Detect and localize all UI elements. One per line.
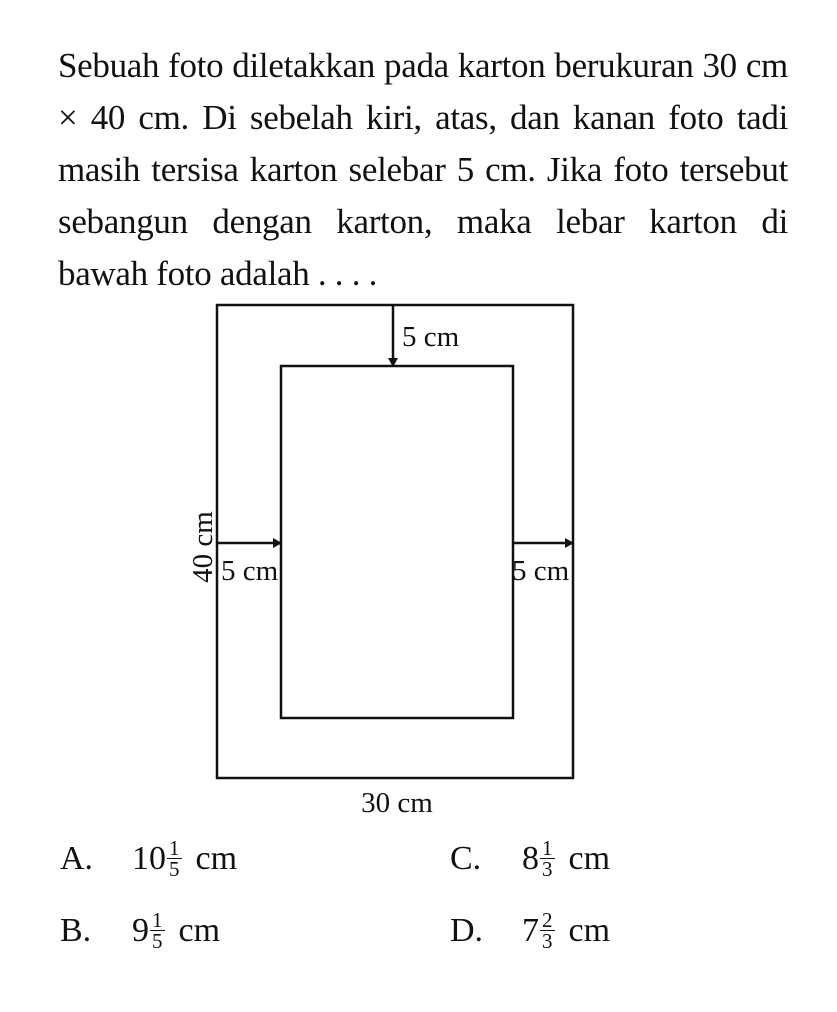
option-a-numerator: 1 xyxy=(169,836,180,860)
option-b-value xyxy=(132,910,220,951)
option-c-value xyxy=(522,838,610,879)
right-margin-label: 5 cm xyxy=(512,555,570,587)
option-a-denominator: 5 xyxy=(169,857,180,881)
option-d-denominator: 3 xyxy=(542,929,553,953)
option-d-numerator: 2 xyxy=(542,908,553,932)
top-margin-label: 5 cm xyxy=(402,321,460,353)
option-d-value xyxy=(522,910,610,951)
option-a-value xyxy=(132,838,237,879)
option-d-unit: cm xyxy=(568,911,611,949)
option-c-denominator: 3 xyxy=(542,857,553,881)
option-c-whole: 8 xyxy=(522,839,539,877)
option-b-whole: 9 xyxy=(132,911,149,949)
option-a-whole: 10 xyxy=(132,839,166,877)
option-d[interactable] xyxy=(450,910,610,951)
option-b-unit: cm xyxy=(178,911,221,949)
option-a-unit: cm xyxy=(195,839,238,877)
option-c-numerator: 1 xyxy=(542,836,553,860)
width-label: 30 cm xyxy=(361,787,433,819)
height-label: 40 cm xyxy=(187,511,219,583)
option-b-denominator: 5 xyxy=(152,929,163,953)
option-b-fraction xyxy=(150,910,165,951)
option-d-fraction xyxy=(540,910,555,951)
option-d-whole: 7 xyxy=(522,911,539,949)
option-a[interactable] xyxy=(60,838,237,879)
left-margin-label: 5 cm xyxy=(221,555,279,587)
question-text: Sebuah foto diletakkan pada karton berukuran 30 cm × 40 cm. Di sebelah kiri, atas, dan kanan foto tadi masih tersisa karton selebar 5 cm. Jika foto tersebut sebangun dengan karton, maka lebar karton di bawah foto adalah . . . . xyxy=(58,46,788,293)
option-a-fraction xyxy=(167,838,182,879)
option-a-letter: A. xyxy=(60,839,94,877)
option-b-letter: B. xyxy=(60,911,92,949)
option-c[interactable] xyxy=(450,838,610,879)
option-b[interactable] xyxy=(60,910,220,951)
option-c-letter: C. xyxy=(450,839,482,877)
option-c-unit: cm xyxy=(568,839,611,877)
option-c-fraction xyxy=(540,838,555,879)
option-d-letter: D. xyxy=(450,911,484,949)
option-b-numerator: 1 xyxy=(152,908,163,932)
photo-outline xyxy=(281,366,513,718)
karton-outline xyxy=(217,305,573,778)
